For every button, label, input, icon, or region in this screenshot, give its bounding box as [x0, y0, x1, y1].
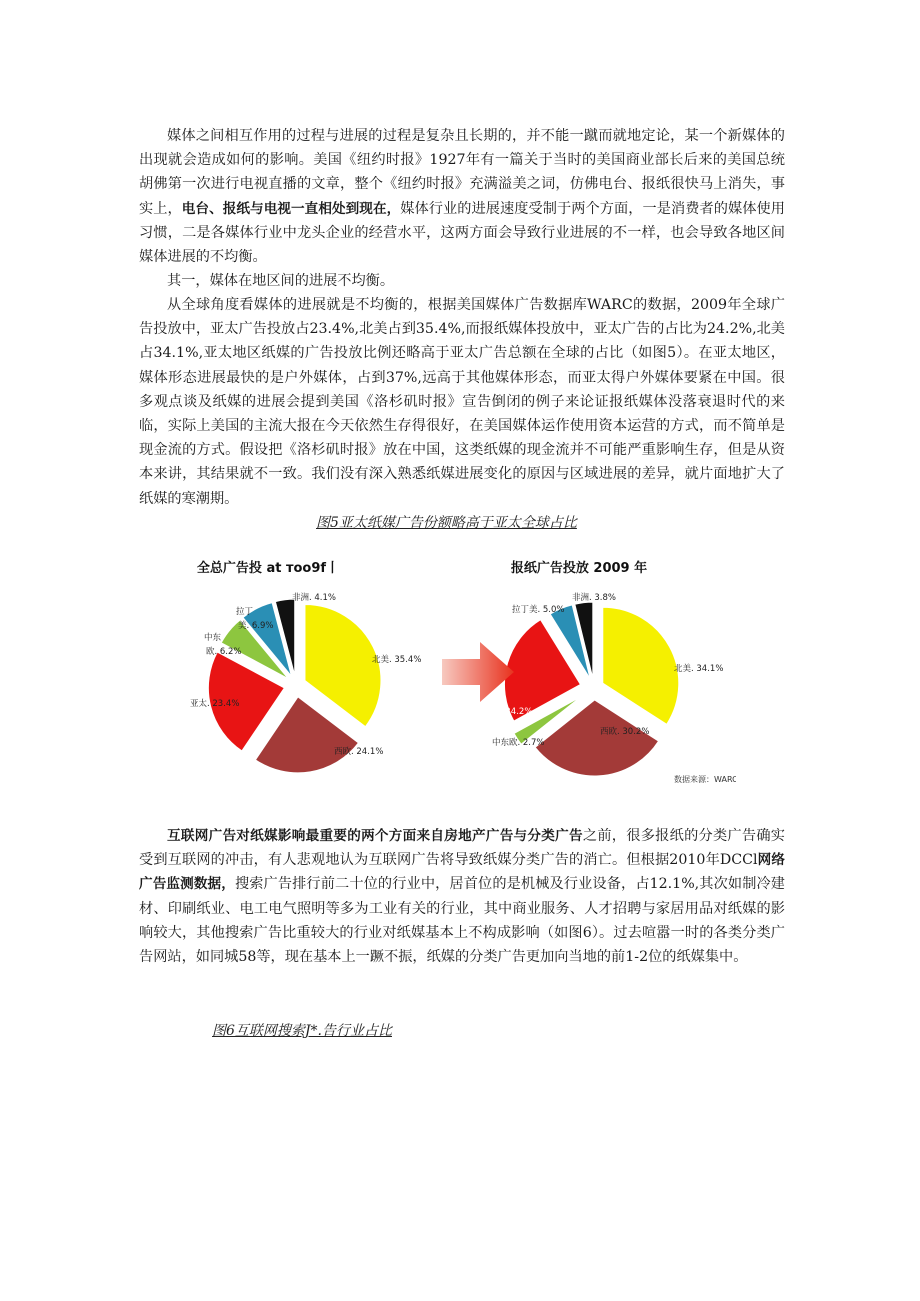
pie-2-slice-north-america [603, 607, 679, 724]
pie-1-label-latin-america-line2: 美. 6.9% [238, 621, 274, 631]
pie-1-label-central-eastern-europe-line2: 欧. 6.2% [206, 647, 242, 657]
paragraph-4-text-a: 之前，很多报纸的分类广告确实受到互联网的冲击，有人悲观地认为互联网广告将导致纸媒分类广告的消亡。但根据2010年DCCl [139, 828, 785, 869]
paragraph-1-text-a: 媒体之间相互作用的过程与进展的过程是复杂且长期的，并不能一蹴而就地定论，某一个新媒体的出现就会造成如何的影响。美国《纽约时报》1927年有一篇关于当时的美国商业部长后来的美国总统胡佛第一次进行电视直播的文章，整个《纽约时报》充满溢美之词，仿佛电台、报纸很快马上消失，事实上， [139, 128, 785, 217]
chart-source-note: 数据来源：WARC [674, 775, 736, 784]
pie-2-label-north-america: 北美. 34.1% [674, 664, 724, 674]
pie-2-label-western-europe: 西欧. 30.2% [600, 727, 650, 737]
paragraph-regional-imbalance: 其一，媒体在地区间的进展不均衡。 [167, 273, 395, 289]
pie-1-label-western-europe: 西欧. 24.1% [334, 747, 384, 757]
paragraph-1-bold: 电台、报纸与电视一直相处到现在， [181, 200, 401, 217]
arrow-shape [442, 642, 514, 702]
pie-2-label-latin-america: 拉丁美. 5.0% [512, 605, 565, 615]
figure-6-caption: 图6互联网搜索J*.告行业占比 [212, 1023, 392, 1039]
pie-2-newspaper-ad-spend [483, 592, 723, 776]
figure-5-chart [176, 550, 736, 790]
pie-2-label-asia-pacific: 亚太. 24.2% [483, 707, 533, 717]
pie-charts-svg [176, 550, 736, 790]
pie-1-label-asia-pacific: 亚太. 23.4% [190, 699, 240, 709]
paragraph-4-text-b: 搜索广告排行前二十位的行业中，居首位的是机械及行业设备，占12.1%,其次如制冷建材、印刷纸业、电工电气照明等多为工业有关的行业，其中商业服务、人才招聘与家居用品对纸媒的影响较大，其他搜索广告比重较大的行业对纸媒基本上不构成影响（如图6）。过去喧嚣一时的各类分类广告网站，如同城58等，现在基本上一蹶不振，纸媒的分类广告更加向当地的前1-2位的纸媒集中。 [139, 876, 785, 966]
pie-1-title: 全总广告投 at тоo9f丨 [196, 561, 340, 576]
paragraph-4-bold-1: 互联网广告对纸媒影响最重要的两个方面来自房地产广告与分类广告 [167, 828, 583, 844]
paragraph-global-perspective: 从全球角度看媒体的进展就是不均衡的，根据美国媒体广告数据库WARC的数据，2009年全球广告投放中，亚太广告投放占23.4%,北美占到35.4%,而报纸媒体投放中，亚太广告的占比为24.2%,北美占34.1%,亚太地区纸媒的广告投放比例还略高于亚太广告总额在全球的占比（如图5）。在亚太地区，媒体形态进展最快的是户外媒体，占到37%,远高于其他媒体形态，而亚太得户外媒体要紧在中国。很多观点谈及纸媒的进展会提到美国《洛杉矶时报》宣告倒闭的例子来论证报纸媒体没落衰退时代的来临，实际上美国的主流大报在今天依然生存得很好，在美国媒体运作使用资本运营的方式，而不简单是现金流的方式。假设把《洛杉矶时报》放在中国，这类纸媒的现金流并不可能严重影响生存，但是从资本来讲，其结果就不一致。我们没有深入熟悉纸媒进展变化的原因与区域进展的差异，就片面地扩大了纸媒的寒潮期。 [139, 297, 785, 507]
pie-1-label-central-eastern-europe-line1: 中东 [204, 633, 222, 643]
pie-2-label-africa: 非洲. 3.8% [572, 593, 616, 603]
pie-1-world-ad-spend [190, 592, 421, 773]
pie-2-title: 报纸广告投放 2009 年 [510, 561, 648, 576]
paragraph-internet-ads [139, 824, 785, 969]
pie-1-label-africa: 非洲. 4.1% [292, 593, 336, 603]
paragraph-4-bold-2: 网络广告监测数据， [139, 852, 786, 893]
paragraph-1-text-b: 媒体行业的进展速度受制于两个方面，一是消费者的媒体使用习惯，二是各媒体行业中龙头企业的经营水平，这两方面会导致行业进展的不一样，也会导致各地区间媒体进展的不均衡。 [139, 200, 785, 266]
pie-1-label-latin-america-line1: 拉丁 [236, 607, 254, 617]
figure-5-caption: 图5亚太纸媒广告份额略高于亚太全球占比 [316, 515, 577, 531]
pie-1-slice-north-america [305, 605, 381, 727]
comparison-arrow-icon [442, 642, 514, 702]
pie-2-label-central-eastern-europe: 中东欧. 2.7% [492, 738, 545, 748]
paragraph-media-interaction [139, 124, 785, 269]
pie-1-label-north-america: 北美. 35.4% [372, 655, 422, 665]
